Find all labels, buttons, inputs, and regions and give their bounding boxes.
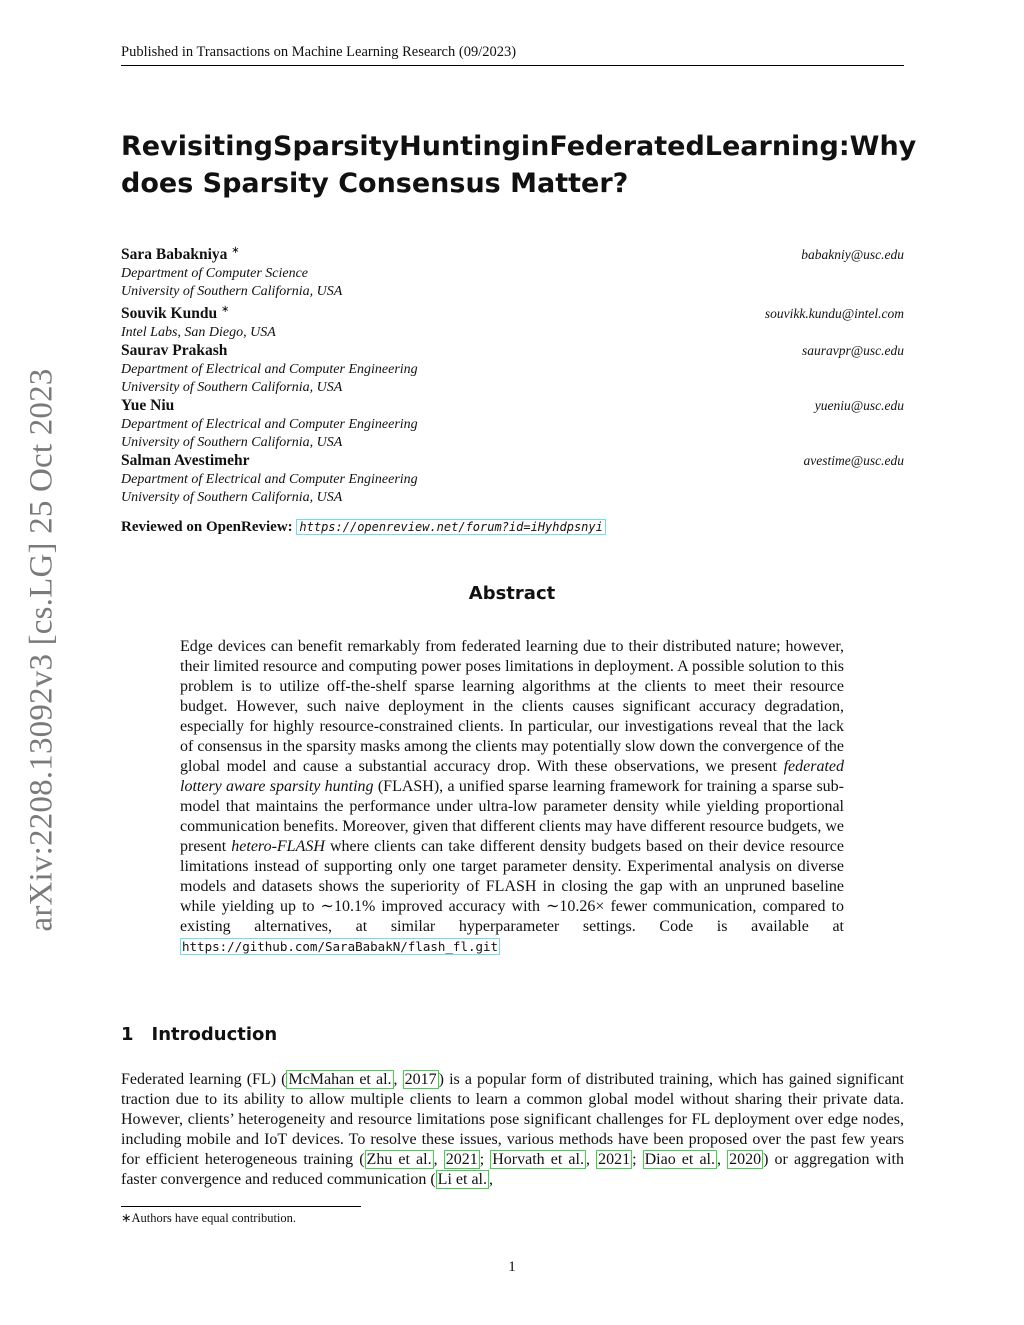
author-affiliation: University of Southern California, USA	[121, 283, 343, 299]
intro-text: ,	[488, 1171, 493, 1188]
citation-link[interactable]: 2021	[445, 1151, 478, 1168]
author-row	[121, 301, 904, 324]
openreview-label: Reviewed on OpenReview:	[121, 519, 293, 535]
intro-text: Federated learning (FL) (	[121, 1071, 287, 1088]
code-link[interactable]: https://github.com/SaraBabakN/flash_fl.git	[182, 939, 499, 954]
title-word: Revisiting	[121, 131, 273, 162]
author-name-text: Saurav Prakash	[121, 342, 228, 360]
intro-text: ,	[393, 1071, 403, 1088]
author-name-text: Yue Niu	[121, 397, 175, 415]
running-header: Published in Transactions on Machine Learning Research (09/2023)	[121, 44, 904, 66]
citation-link[interactable]: 2017	[404, 1071, 437, 1088]
arxiv-identifier: arXiv:2208.13092v3 [cs.LG] 25 Oct 2023	[23, 368, 60, 932]
intro-text: ,	[717, 1151, 728, 1168]
intro-text: ) is a popular form of distributed training, which has gained significant traction due to its ability to allow multiple clients to learn a common global model without sharing their private data. However, clients’ heterogeneity and resource limitations pose significant challenges for FL deployment over edge nodes, including mobile and IoT devices. To resolve these issues, various methods have been proposed over the past few years for efficient heterogeneous training (	[121, 1071, 904, 1168]
author-name	[121, 301, 229, 324]
paper-title	[121, 128, 917, 202]
abstract-body	[180, 637, 844, 957]
intro-text: ,	[433, 1151, 444, 1168]
title-word: Federated	[549, 131, 705, 162]
abstract-emphasis-hetero-flash: hetero-FLASH	[231, 838, 325, 855]
title-word: in	[520, 131, 550, 162]
author-name-text: Sara Babakniya	[121, 246, 228, 264]
abstract-heading: Abstract	[468, 583, 556, 604]
title-word: Learning:	[704, 131, 850, 162]
author-affiliation: Intel Labs, San Diego, USA	[121, 324, 276, 340]
author-name-text: Souvik Kundu	[121, 305, 218, 323]
author-affiliation: Department of Electrical and Computer Engineering	[121, 416, 418, 432]
section-title: Introduction	[151, 1024, 278, 1045]
introduction-paragraph	[121, 1070, 904, 1190]
abstract-text-3: where clients can take different density budgets based on their device resource limitations instead of supporting only one target parameter density. Experimental analysis on diverse models and datasets shows the superiority of FLASH in closing the gap with an unpruned baseline while yielding up to ∼10.1% improved accuracy with ∼10.26× fewer communication, compared to existing alternatives, at similar hyperparameter settings. Code is available at	[180, 838, 844, 935]
author-affiliation: University of Southern California, USA	[121, 380, 343, 395]
author-row	[121, 242, 904, 265]
title-line-1	[121, 128, 917, 165]
citation-link[interactable]: Diao et al.	[644, 1151, 715, 1168]
title-line-2: does Sparsity Consensus Matter?	[121, 168, 629, 199]
intro-text: ;	[479, 1151, 491, 1168]
equal-contribution-mark: ∗	[231, 245, 240, 256]
author-affiliation: Department of Electrical and Computer Engineering	[121, 361, 418, 377]
author-affiliation: University of Southern California, USA	[121, 490, 343, 506]
author-row	[121, 342, 904, 361]
citation-link[interactable]: 2020	[729, 1151, 762, 1168]
intro-text: ) or aggregation with faster convergence and reduced communication (	[121, 1151, 904, 1188]
page-number: 1	[508, 1259, 516, 1275]
intro-text: ,	[585, 1151, 597, 1168]
author-email[interactable]: yueniu@usc.edu	[814, 398, 904, 414]
author-email[interactable]: sauravpr@usc.edu	[801, 343, 904, 359]
citation-link[interactable]: McMahan et al.	[288, 1071, 392, 1088]
author-email[interactable]: souvikk.kundu@intel.com	[764, 306, 904, 322]
citation-link[interactable]: Horvath et al.	[492, 1151, 584, 1168]
author-affiliation: Department of Electrical and Computer Engineering	[121, 471, 418, 487]
author-name-text: Salman Avestimehr	[121, 452, 250, 470]
title-word: Sparsity	[273, 131, 400, 162]
author-name	[121, 342, 227, 361]
author-affiliation: Department of Computer Science	[121, 265, 309, 281]
openreview-line	[121, 519, 606, 536]
author-row	[121, 452, 904, 471]
author-list	[121, 242, 904, 507]
abstract-text-1: Edge devices can benefit remarkably from federated learning due to their distributed nature; however, their limited resource and computing power poses limitations in deployment. A possible solution to this problem is to utilize off-the-shelf sparse learning algorithms at the clients to meet their resource budget. However, such naive deployment in the clients causes significant accuracy degradation, especially for highly resource-constrained clients. In particular, our investigations reveal that the lack of consensus in the sparsity masks among the clients may potentially slow down the convergence of the global model and cause a substantial accuracy drop. With these observations, we present	[180, 638, 844, 775]
intro-text: ;	[632, 1151, 643, 1168]
equal-contribution-mark: ∗	[220, 304, 230, 316]
author-name	[121, 242, 240, 265]
author-email[interactable]: babakniy@usc.edu	[801, 247, 904, 263]
author-email[interactable]: avestime@usc.edu	[803, 453, 904, 469]
citation-link[interactable]: Zhu et al.	[366, 1151, 432, 1168]
openreview-link[interactable]: https://openreview.net/forum?id=iHyhdpsnyi	[296, 519, 605, 535]
citation-link[interactable]: Li et al.	[437, 1171, 487, 1188]
abstract-text-2: (FLASH), a unified sparse learning framework for training a sparse sub-model that maintains the performance under ultra-low parameter density while yielding proportional communication benefits. Moreover, given that different clients may have different resource budgets, we present	[180, 778, 844, 855]
footnote-rule	[121, 1206, 361, 1207]
author-name	[121, 452, 249, 471]
author-affiliation: University of Southern California, USA	[121, 435, 343, 451]
citation-link[interactable]: 2021	[598, 1151, 631, 1168]
author-row	[121, 397, 904, 416]
abstract-emphasis-flash: federated lottery aware sparsity hunting	[180, 758, 844, 795]
footnote: ∗Authors have equal contribution.	[121, 1211, 297, 1225]
section-heading-introduction	[121, 1024, 277, 1045]
title-word: Why	[849, 131, 917, 162]
section-number: 1	[121, 1024, 134, 1045]
author-name	[121, 397, 174, 416]
title-word: Hunting	[399, 131, 521, 162]
